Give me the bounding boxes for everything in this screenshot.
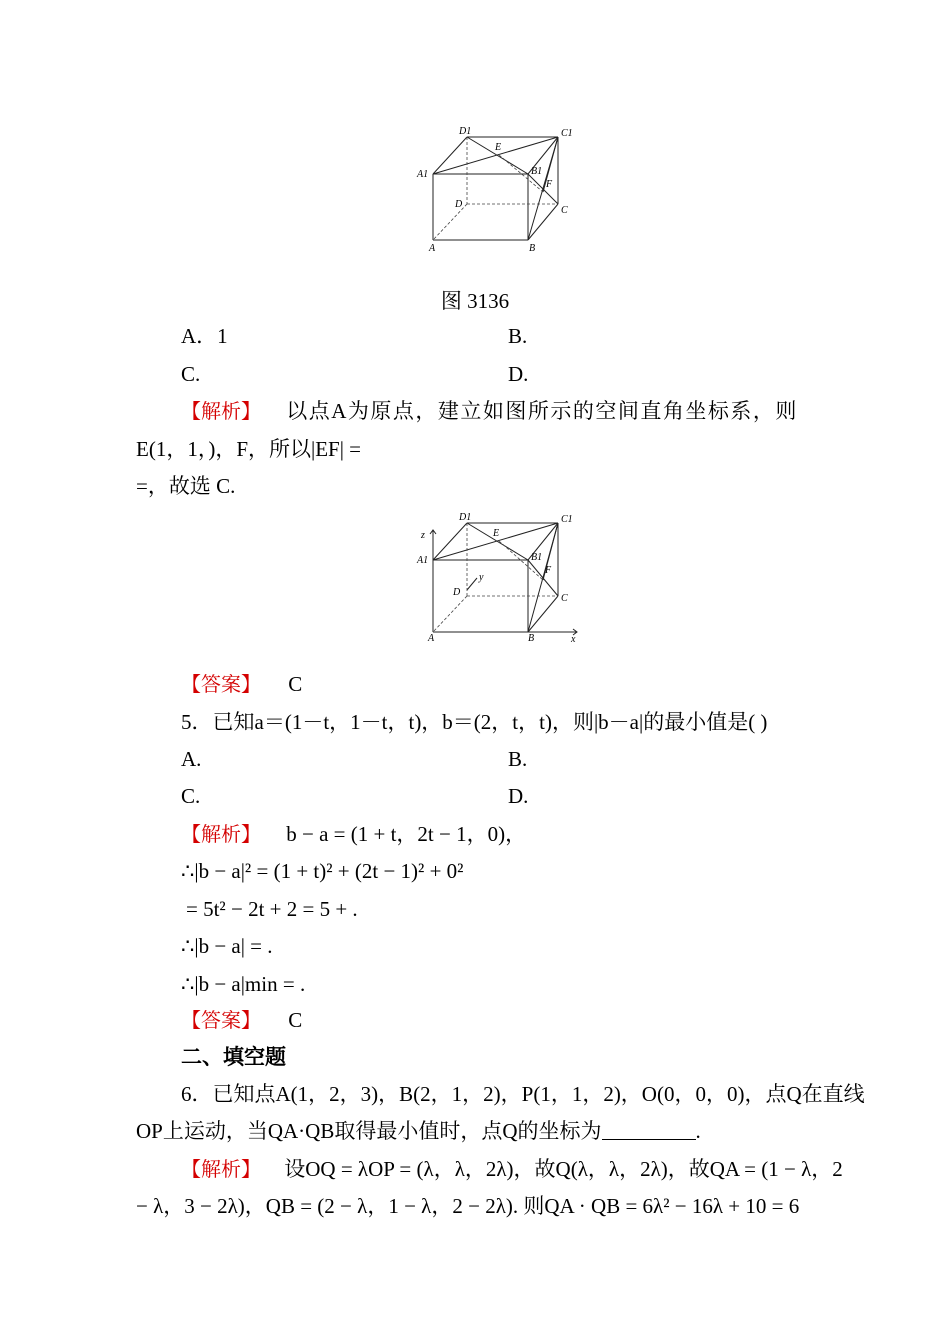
axis-label-z: z: [421, 530, 425, 541]
q5-answer: C: [288, 1008, 303, 1032]
q5-answer-tag: 【答案】: [181, 1008, 261, 1032]
q5-stem: 5．已知a＝(1－t，1－t，t)，b＝(2，t，t)，则|b－a|的最小值是( ): [181, 710, 768, 734]
cube-figure-3136: [415, 122, 585, 258]
q4-jiexi-line2: E(1，1，)，F，所以|EF| =: [136, 437, 362, 461]
axis-label-x: x: [571, 634, 576, 644]
q4-jiexi-line1: 以点A为原点，建立如图所示的空间直角坐标系，则: [286, 399, 798, 423]
q6-jiexi-line2: − λ，3 − 2λ)，QB = (2 − λ，1 − λ，2 − 2λ). 则QA · QB = 6λ² − 16λ + 10 = 6: [136, 1194, 800, 1218]
q5-step4: ∴|b − a| = .: [181, 934, 273, 958]
label-d: D: [455, 199, 463, 210]
label-f: F: [546, 179, 553, 190]
label2-e: E: [493, 528, 500, 539]
q5-option-c: C.: [181, 784, 201, 808]
q4-option-c: C.: [181, 362, 201, 386]
answer-blank: [602, 1119, 696, 1140]
q5-step3: = 5t² − 2t + 2 = 5 + .: [186, 897, 358, 921]
label2-b: B: [528, 633, 535, 644]
q6-jiexi-tag: 【解析】: [181, 1157, 261, 1181]
q4-answer-tag: 【答案】: [181, 672, 261, 696]
figure-caption: 图 3136: [440, 289, 510, 313]
label-c1: C1: [561, 128, 573, 139]
section-heading: 二、填空题: [181, 1045, 286, 1069]
q4-option-d: D.: [508, 362, 529, 386]
q6-stem-line2: OP上运动，当QA·QB取得最小值时，点Q的坐标为: [136, 1119, 602, 1143]
label2-d: D: [453, 587, 461, 598]
label-a1: A1: [417, 169, 429, 180]
label-b: B: [529, 243, 536, 254]
label2-a: A: [428, 633, 435, 644]
label-c: C: [561, 205, 568, 216]
label2-d1: D1: [459, 512, 472, 523]
q4-answer: C: [288, 672, 303, 696]
q6-stem-line1: 6．已知点A(1，2，3)，B(2，1，2)，P(1，1，2)，O(0，0，0)，点Q在直线: [181, 1082, 865, 1106]
label-a: A: [429, 243, 436, 254]
q4-jiexi-line3: =，故选 C.: [136, 474, 236, 498]
q5-option-a: A.: [181, 747, 202, 771]
q5-step1: b − a = (1 + t，2t − 1，0)，: [286, 822, 527, 846]
q4-jiexi-tag: 【解析】: [181, 399, 261, 423]
q5-option-b: B.: [508, 747, 528, 771]
label2-b1: B1: [531, 552, 543, 563]
q5-step2: ∴|b − a|² = (1 + t)² + (2t − 1)² + 0²: [181, 859, 464, 883]
q5-step5: ∴|b − a|min = .: [181, 972, 306, 996]
label2-a1: A1: [417, 555, 429, 566]
label2-c: C: [561, 593, 568, 604]
label-e: E: [495, 142, 502, 153]
q4-option-b: B.: [508, 324, 528, 348]
q6-jiexi-line1: 设OQ = λOP = (λ，λ，2λ)，故Q(λ，λ，2λ)，故QA = (1 − λ，2: [284, 1157, 843, 1181]
axis-label-y: y: [479, 572, 484, 583]
q5-option-d: D.: [508, 784, 529, 808]
q5-jiexi-tag: 【解析】: [181, 822, 261, 846]
label2-f: F: [545, 565, 552, 576]
label-d1: D1: [459, 126, 472, 137]
label-b1: B1: [531, 166, 543, 177]
cube-coordinate-figure: [415, 508, 585, 644]
q6-stem-end: .: [695, 1119, 701, 1143]
label2-c1: C1: [561, 514, 573, 525]
q4-option-a: A．1: [181, 324, 228, 348]
